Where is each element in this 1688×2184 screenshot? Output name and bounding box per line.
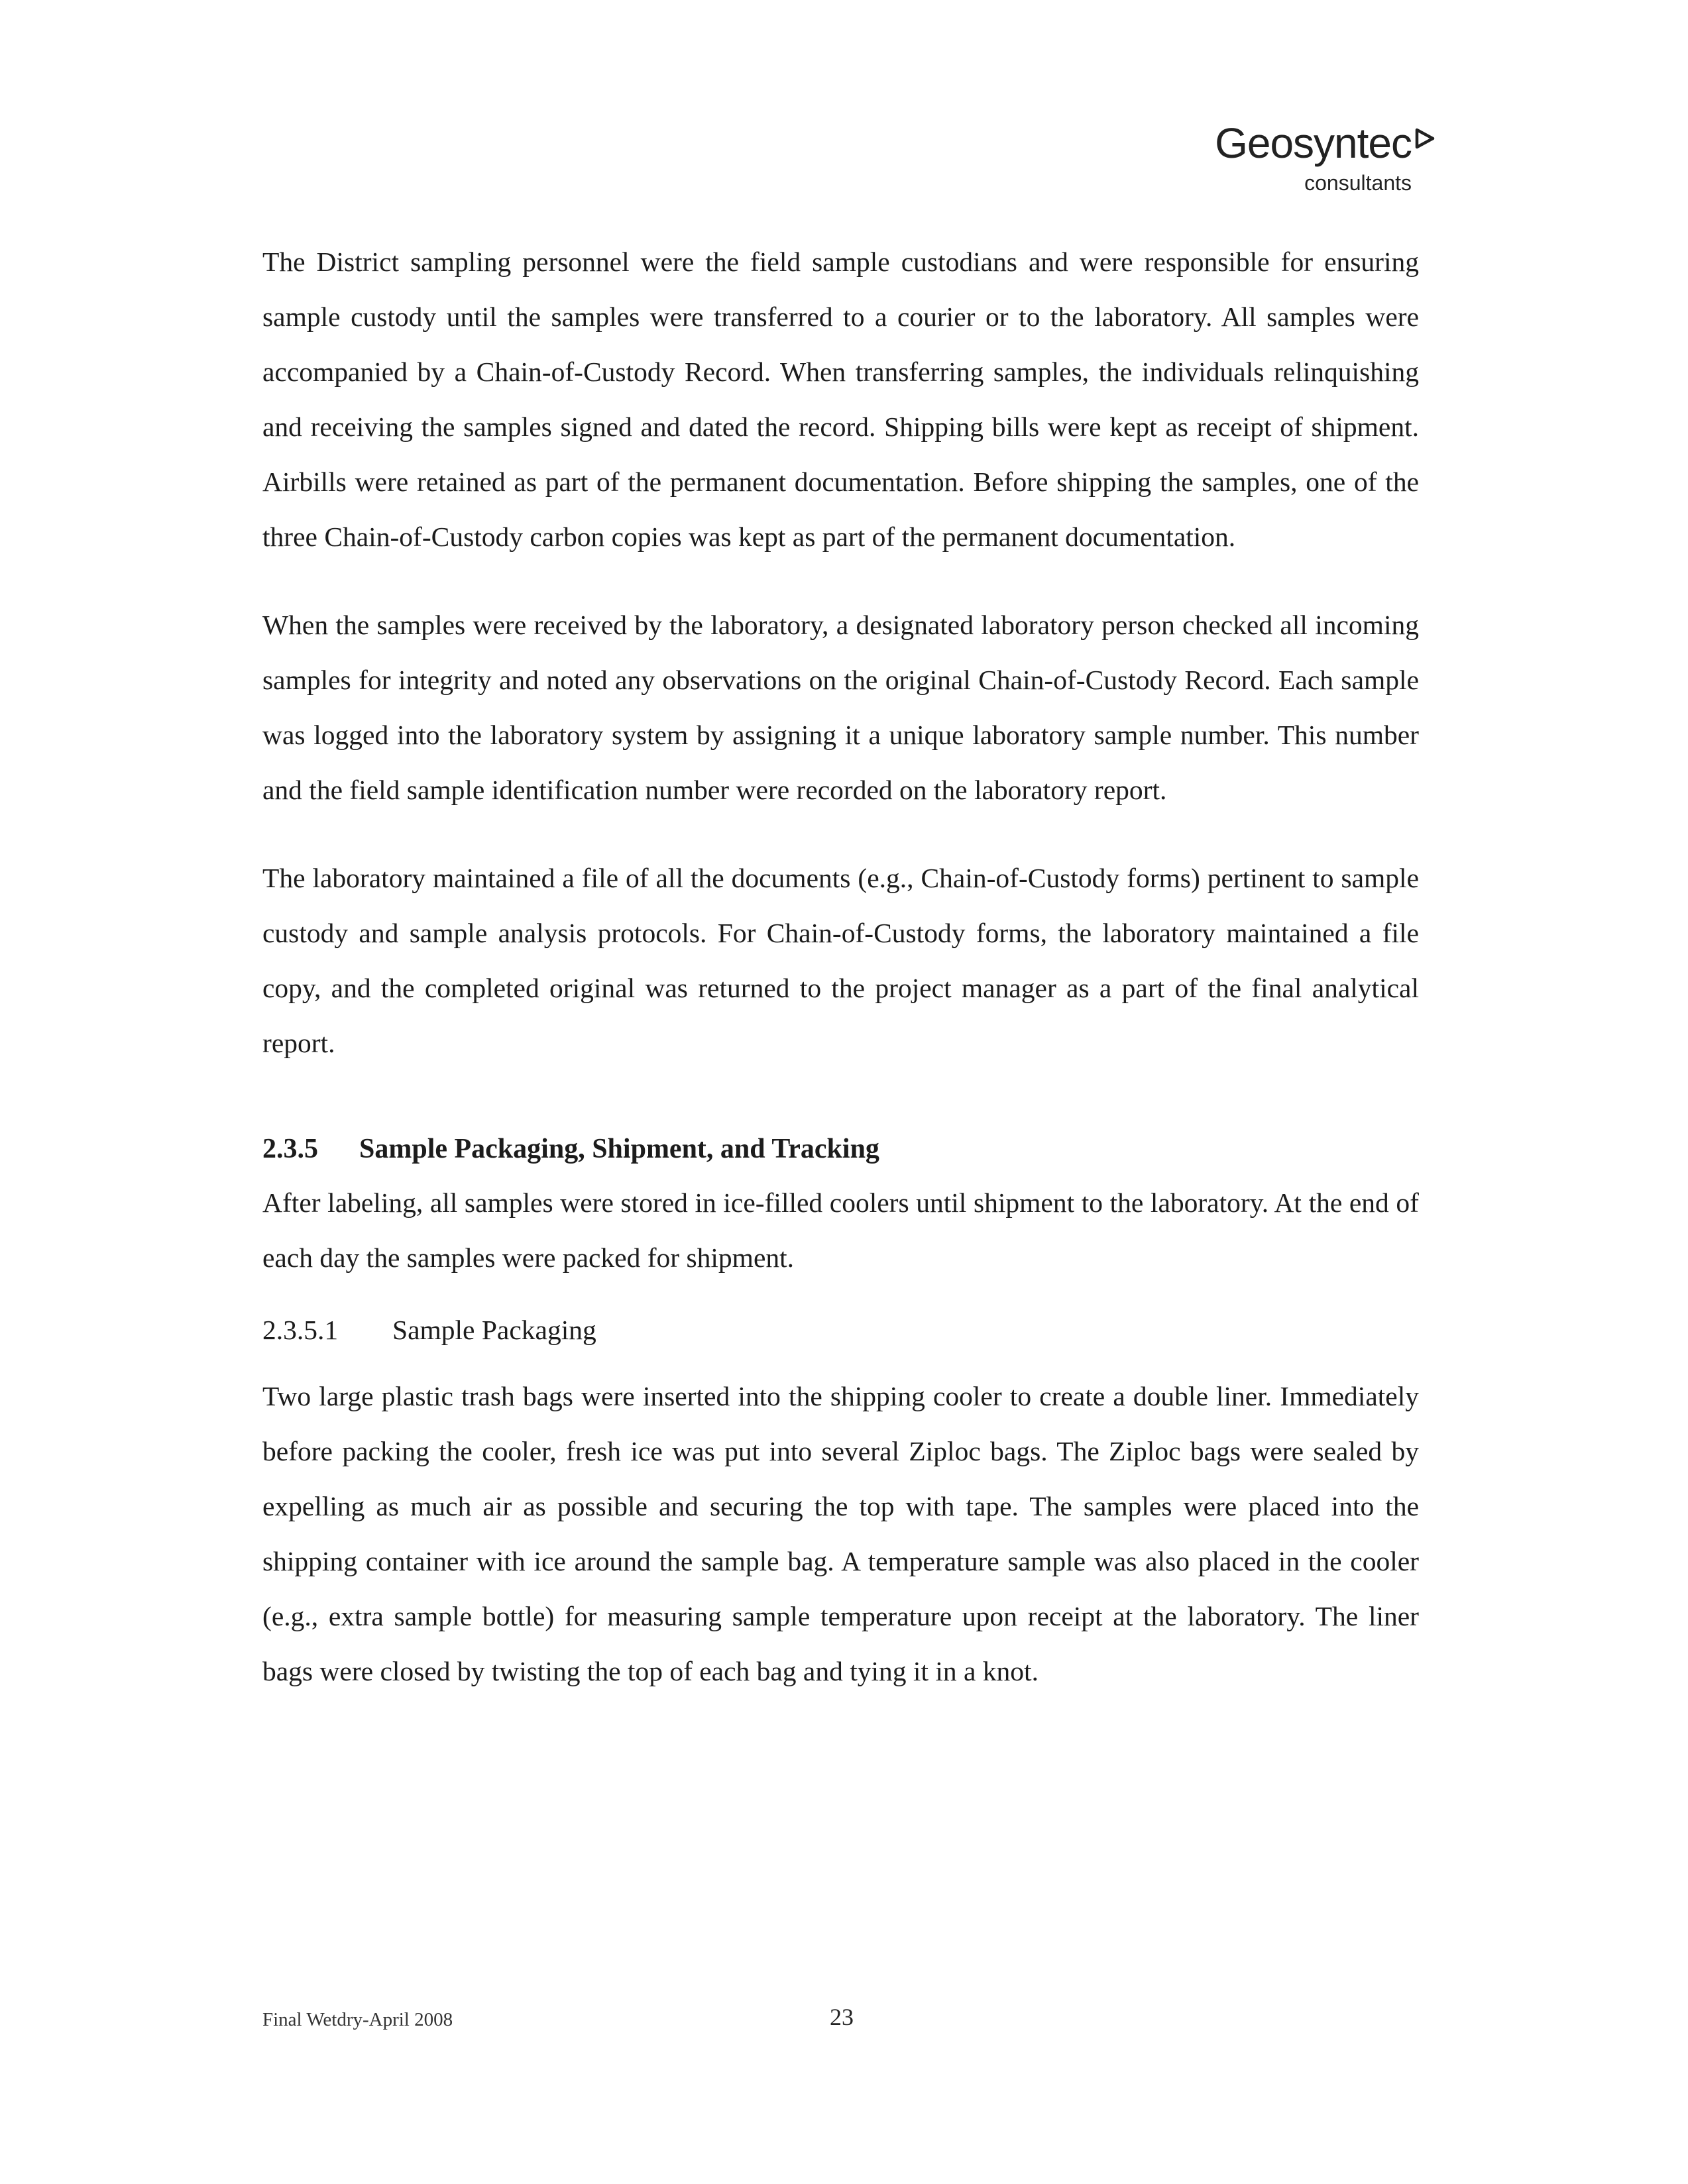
footer-document-label: Final Wetdry-April 2008 [262,2009,453,2030]
paragraph-packaging: Two large plastic trash bags were inserted into the shipping cooler to create a double liner. Immediately before packing the cooler, fresh ice was put into several Ziploc bags. The Ziploc bags were sealed by expelling as much air as possible and securing the top with tape. The samples were placed into the shipping container with ice around the sample bag. A temperature sample was also placed in the cooler (e.g., extra sample bottle) for measuring sample temperature upon receipt at the laboratory. The liner bags were closed by twisting the top of each bag and tying it in a knot. [262,1381,1419,1686]
logo-triangle-icon [1413,127,1435,150]
section-number: 2.3.5 [262,1134,318,1164]
paragraph-laboratory-file: The laboratory maintained a file of all the documents (e.g., Chain-of-Custody forms) pertinent to sample custody and sample analysis protocols. For Chain-of-Custody forms, the laboratory maintained a file copy, and the completed original was returned to the project manager as a part of the final analytical report. [262,863,1419,1058]
logo-subtitle: consultants [1304,171,1412,195]
subsection-title: Sample Packaging [392,1315,596,1345]
subsection-number: 2.3.5.1 [262,1315,339,1345]
paragraph-chain-of-custody: The District sampling personnel were the field sample custodians and were responsible for ensuring sample custody until the samples were transferred to a courier or to the laboratory. All samples were accompanied by a Chain-of-Custody Record. When transferring samples, the individuals relinquishing and receiving the samples signed and dated the record. Shipping bills were kept as receipt of shipment. Airbills were retained as part of the permanent documentation. Before shipping the samples, one of the three Chain-of-Custody carbon copies was kept as part of the permanent documentation. [262,246,1419,552]
document-body [262,235,1419,1699]
paragraph-laboratory-receipt: When the samples were received by the laboratory, a designated laboratory person checked all incoming samples for integrity and noted any observations on the original Chain-of-Custody Record. Each sample was logged into the laboratory system by assigning it a unique laboratory sample number. This number and the field sample identification number were recorded on the laboratory report. [262,610,1419,805]
section-heading [262,1122,1419,1175]
company-logo [1186,111,1438,204]
subsection-heading [262,1300,1419,1360]
paragraph-storage: After labeling, all samples were stored in ice-filled coolers until shipment to the laboratory. At the end of each day the samples were packed for shipment. [262,1187,1419,1273]
page-number: 23 [830,2004,854,2030]
logo-wordmark: Geosyntec [1215,119,1412,167]
section-title: Sample Packaging, Shipment, and Tracking [359,1134,879,1164]
